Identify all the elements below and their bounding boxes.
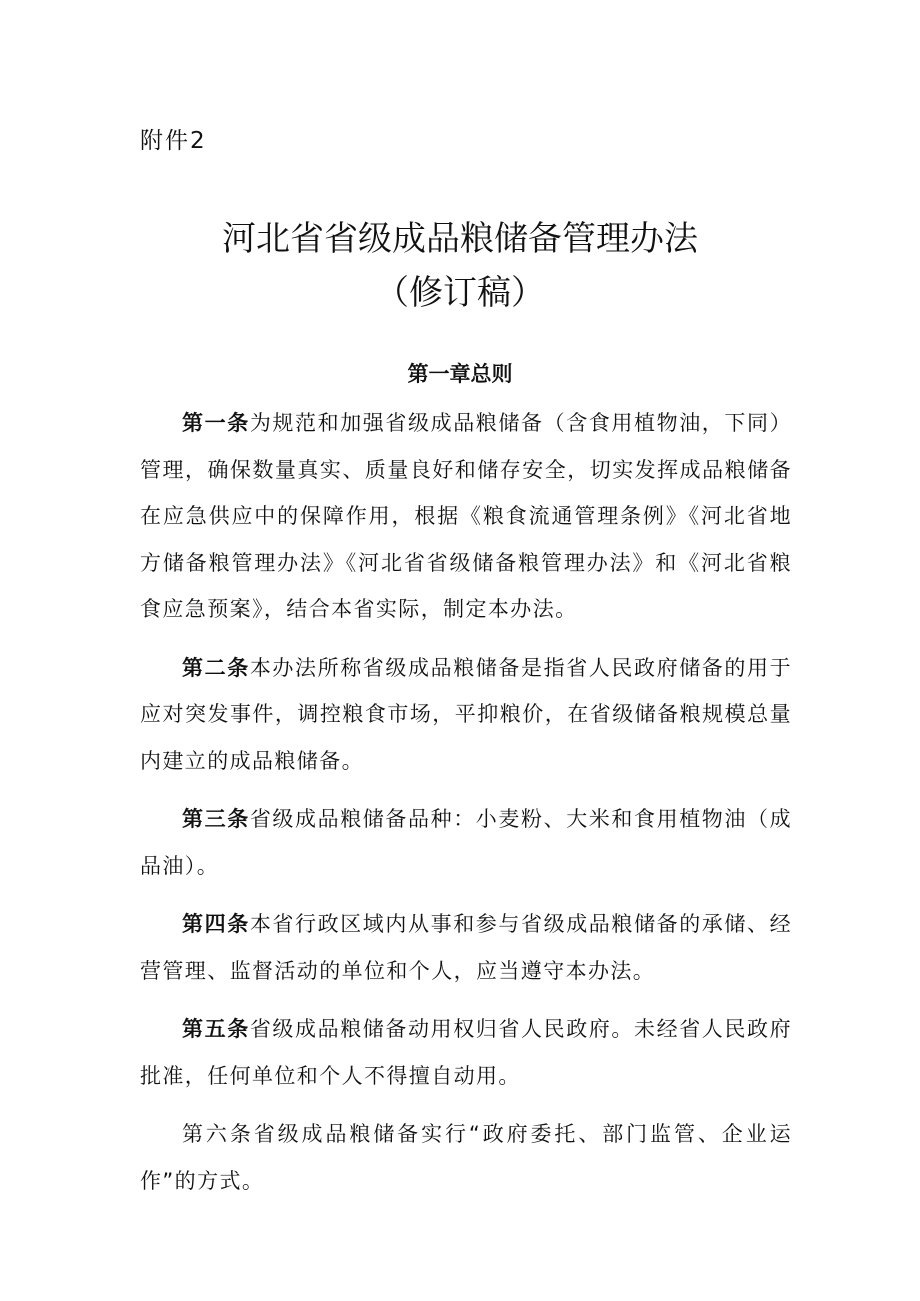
document-body bbox=[140, 400, 792, 1216]
title-line-1: 河北省省级成品粮储备管理办法 bbox=[222, 219, 698, 259]
article-1-label: 第一条 bbox=[182, 411, 250, 435]
article-5-label: 第五条 bbox=[182, 1017, 250, 1041]
article-1 bbox=[140, 400, 792, 633]
article-1-text: 为规范和加强省级成品粮储备（含食用植物油，下同）管理，确保数量真实、质量良好和储存安全，切实发挥成品粮储备在应急供应中的保障作用，根据《粮食流通管理条例》《河北省地方储备粮管理办法》《河北省省级储备粮管理办法》和《河北省粮食应急预案》，结合本省实际，制定本办法。 bbox=[140, 411, 792, 621]
article-4 bbox=[140, 901, 792, 994]
article-4-label: 第四条 bbox=[182, 912, 250, 936]
article-6 bbox=[140, 1111, 792, 1204]
document-title bbox=[0, 212, 920, 320]
article-3-label: 第三条 bbox=[182, 807, 250, 831]
article-2-text: 本办法所称省级成品粮储备是指省人民政府储备的用于应对突发事件，调控粮食市场，平抑粮价，在省级储备粮规模总量内建立的成品粮储备。 bbox=[140, 655, 792, 773]
chapter-heading: 第一章总则 bbox=[407, 362, 513, 386]
article-2 bbox=[140, 645, 792, 785]
article-3 bbox=[140, 796, 792, 889]
article-6-text: 省级成品粮储备实行“政府委托、部门监管、企业运作”的方式。 bbox=[140, 1122, 793, 1193]
article-5 bbox=[140, 1006, 792, 1099]
attachment-label: 附件2 bbox=[140, 128, 207, 154]
article-6-label: 第六条 bbox=[182, 1122, 254, 1146]
title-line-2: （修订稿） bbox=[375, 273, 545, 313]
article-3-text: 省级成品粮储备品种：小麦粉、大米和食用植物油（成品油）。 bbox=[140, 807, 792, 878]
article-4-text: 本省行政区域内从事和参与省级成品粮储备的承储、经营管理、监督活动的单位和个人，应当遵守本办法。 bbox=[140, 912, 792, 983]
article-2-label: 第二条 bbox=[182, 655, 250, 680]
article-5-text: 省级成品粮储备动用权归省人民政府。未经省人民政府批准，任何单位和个人不得擅自动用。 bbox=[140, 1017, 792, 1088]
